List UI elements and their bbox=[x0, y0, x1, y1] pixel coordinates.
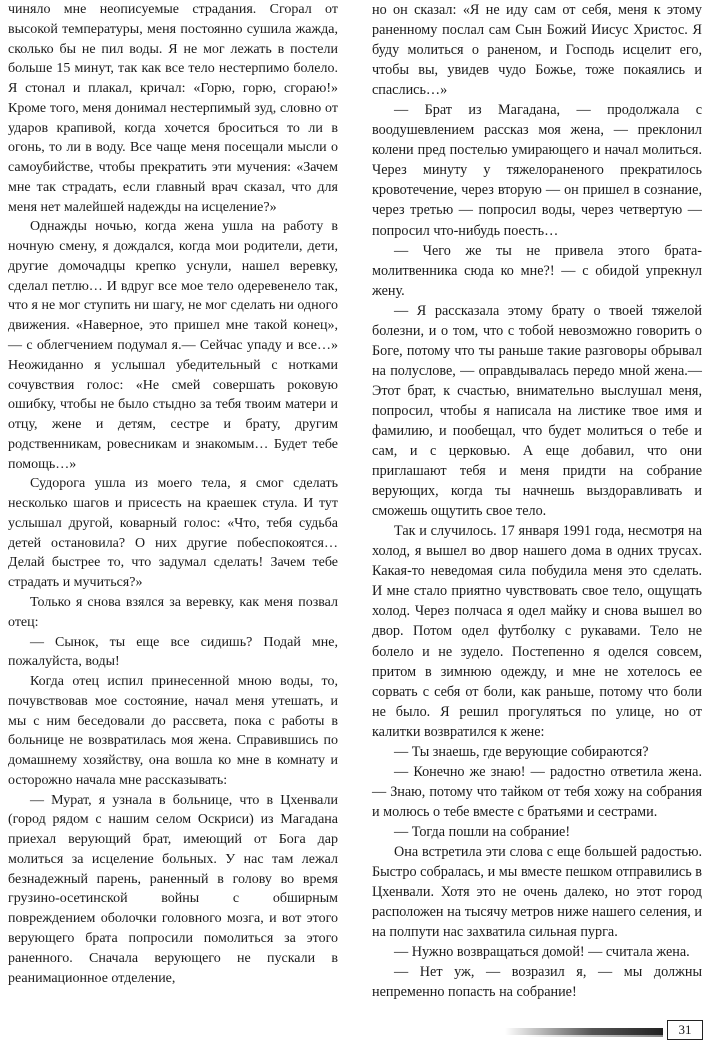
page-number: 31 bbox=[667, 1020, 703, 1040]
paragraph: — Тогда пошли на собрание! bbox=[394, 823, 571, 840]
paragraph: — Сынок, ты еще все сидишь? Подай мне, пожалуйста, воды! bbox=[8, 634, 338, 670]
paragraph: — Конечно же знаю! — радостно ответила жена.— Знаю, потому что тайком от тебя хожу на собрания и молюсь о тебе вместе с братьями и сестрами. bbox=[372, 763, 702, 820]
paragraph: Так и случилось. 17 января 1991 года, несмотря на холод, я вышел во двор нашего дома в одних трусах. Какая-то неведомая сила побудила меня это сделать. И мне стало приятно чувствовать свое тело, ощущать холод. Через полчаса я одел майку и снова вышел во двор. Потом одел футболку с рукавами. Тело не болело и не зудело. Постепенно я оделся совсем, притом в зимнюю одежду, и мне не хотелось ее сорвать с себя от боли, как раньше, потому что боли не было. Я решил прогуляться по улице, но от калитки возвратился к жене: bbox=[372, 523, 702, 740]
paragraph: — Я рассказала этому брату о твоей тяжелой болезни, и о том, что с тобой невозможно говорить о Боге, потому что ты раньше такие разговоры обрывал на полуслове, — оправдывалась передо мной жена.— Этот брат, к счастью, внимательно выслушал меня, попросил, чтобы я написала на листике твое имя и фамилию, и пообещал, что будет молиться о тебе и сам, и с церковью. А еще добавил, что они приглашают тебя и меня придти на собрание верующих, когда ты начнешь выздоравливать и сможешь ощутить свое тело. bbox=[372, 302, 702, 520]
left-column bbox=[8, 0, 338, 988]
paragraph: — Нужно возвращаться домой! — считала жена. bbox=[394, 944, 690, 961]
paragraph: Она встретила эти слова с еще большей радостью. Быстро собралась, и мы вместе пешком отправились в Цхенвали. Хотя это не очень далеко, но этот город расположен на тысячу метров ниже нашего селения, и на полпути нас захватила сильная пурга. bbox=[372, 843, 702, 941]
paragraph: Только я снова взялся за веревку, как меня позвал отец: bbox=[8, 594, 338, 630]
page-footer bbox=[505, 1020, 703, 1042]
paragraph: чиняло мне неописуемые страдания. Сгорал от высокой температуры, меня постоянно сушила жажда, сколько бы не пил воды. Я не мог лежать в постели больше 15 минут, так как все тело нестерпимо болело. Я стонал и плакал, кричал: «Горю, горю, сгораю!» Кроме того, меня донимал нестерпимый зуд, словно от ударов крапивой, когда хочется броситься то ли в огонь, то ли в воду. Все чаще меня посещали мысли о самоубийстве, чтобы прекратить эти мучения: «Зачем мне так страдать, если главный врач сказал, что для меня нет малейшей надежды на исцеление?» bbox=[8, 2, 338, 215]
paragraph: — Брат из Магадана, — продолжала с воодушевлением рассказ моя жена, — преклонил колени пред постелью умирающего и начал молиться. Через минуту у тяжелораненого прекратилось кровотечение, через вторую — он пришел в сознание, через третью — попросил воды, через четвертую — попросил что-нибудь поесть… bbox=[372, 102, 702, 239]
paragraph: — Ты знаешь, где верующие собираются? bbox=[394, 743, 649, 760]
paragraph: Когда отец испил принесенной мною воды, то, почувствовав мое состояние, начал меня утешать, и мы с ним беседовали до рассвета, пока с работы в больнице не возвратилась моя жена. Справившись по домашнему хозяйству, она вошла ко мне в комнату и осторожно начала мне рассказывать: bbox=[8, 674, 338, 788]
paragraph: Судорога ушла из моего тела, я смог сделать несколько шагов и присесть на краешек стула. И тут услышал другой, коварный голос: «Что, тебя судьба детей остановила? О них другие побеспокоятся… Делай быстрее то, что задумал сделать! Зачем тебе страдать и мучиться?» bbox=[8, 476, 338, 591]
paragraph: — Чего же ты не привела этого брата-молитвенника сюда ко мне?! — с обидой упрекнул жену. bbox=[372, 242, 702, 299]
footer-decorative-line bbox=[525, 1035, 663, 1037]
paragraph: — Нет уж, — возразил я, — мы должны непременно попасть на собрание! bbox=[372, 964, 702, 1001]
right-column bbox=[372, 0, 702, 1002]
paragraph: Однажды ночью, когда жена ушла на работу в ночную смену, я дождался, когда мои родители, дети, другие домочадцы крепко уснули, нашел веревку, сделал петлю… И вдруг все мое тело одеревенело так, что я не мог ступить ни шагу, не мог сделать ни одного движения. «Наверное, это пришел мне такой конец», — с облегчением подумал я.— Сейчас упаду и все…» Неожиданно я услышал убедительный с нотками сочувствия голос: «Не смей совершать роковую ошибку, чтобы не было стыдно за тебя твоим матери и отцу, жене и детям, сестре и брату, другим родственникам, ровесникам и знакомым… Будет тебе помощь…» bbox=[8, 219, 338, 472]
paragraph: — Мурат, я узнала в больнице, что в Цхенвали (город рядом с нашим селом Оскриси) из Магадана приехал верующий брат, имеющий от Бога дар молиться за исцеление больных. У нас там лежал безнадежный парень, раненный в голову во время грузино-осетинской войны с обширным повреждением оболочки головного мозга, и вот этого верующего брата попросили помолиться за этого раненного. Сначала верующего не пускали в реанимационное отделение, bbox=[8, 792, 338, 986]
footer-decorative-bar bbox=[505, 1028, 663, 1035]
paragraph: но он сказал: «Я не иду сам от себя, меня к этому раненному послал сам Сын Божий Иисус Христос. Я буду молиться о раненом, и Господь исцелит его, чтобы вы, увидев чудо Божье, тоже покаялись и спаслись…» bbox=[372, 2, 702, 99]
